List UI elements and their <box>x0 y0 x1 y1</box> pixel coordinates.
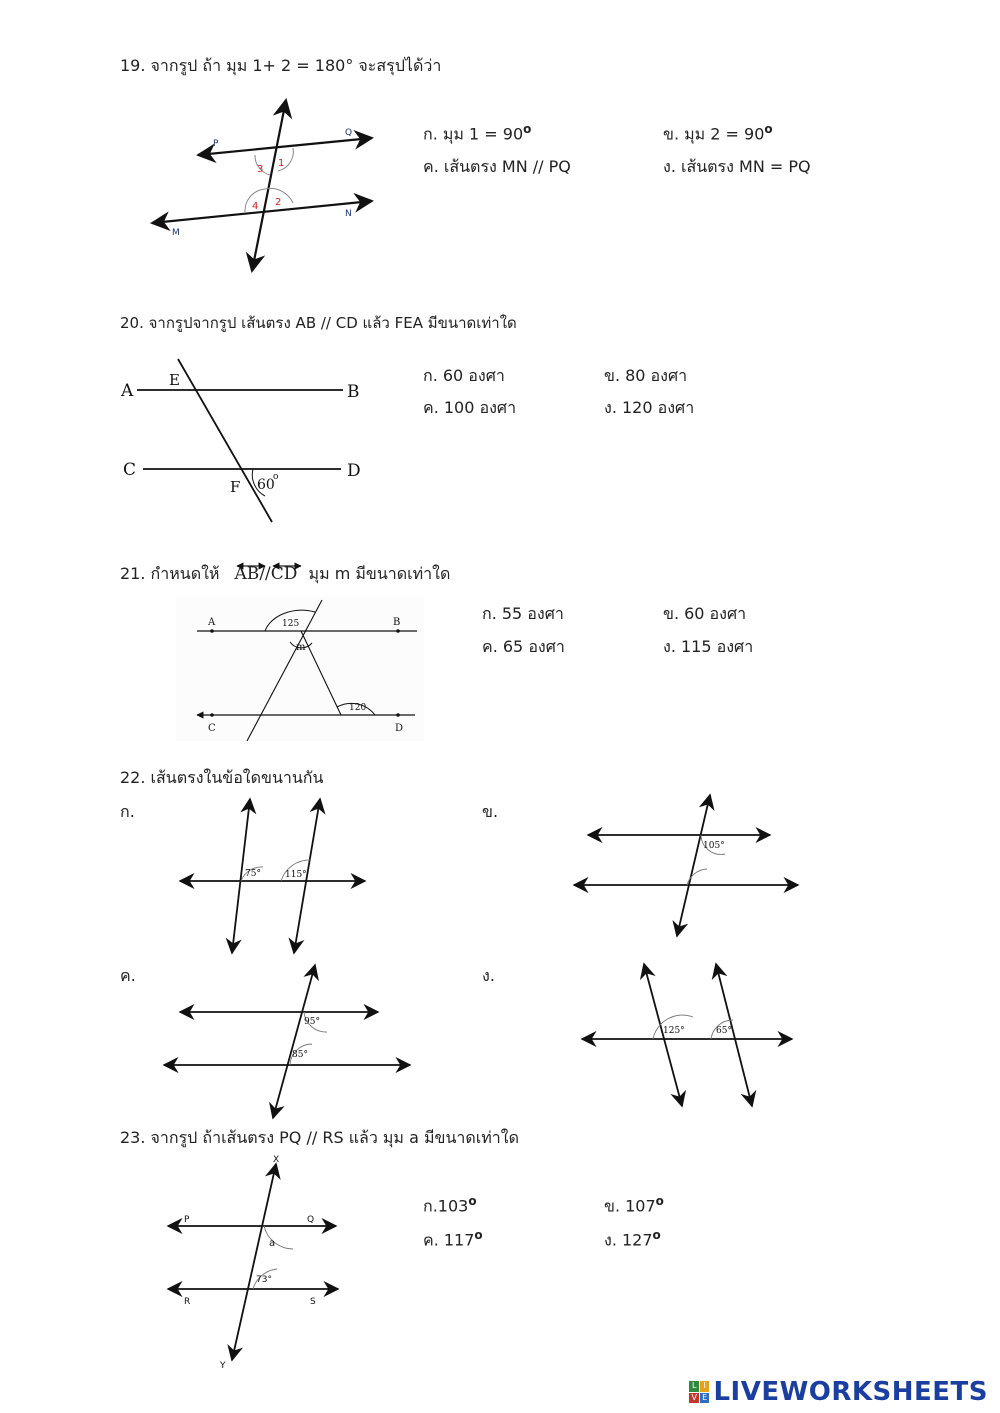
q22-figure-a[interactable] <box>175 795 370 960</box>
q20-option-c[interactable]: ค. 100 องศา <box>423 398 517 417</box>
q21-option-d[interactable]: ง. 115 องศา <box>663 637 754 656</box>
q19-option-b[interactable] <box>663 122 773 147</box>
q23-option-d-text: ง. 127 <box>604 1230 653 1250</box>
liveworksheets-logo-icon <box>689 1381 709 1403</box>
q20-figure <box>115 352 375 527</box>
q23-option-b[interactable] <box>604 1194 664 1219</box>
question-23-text: 23. จากรูป ถ้าเส้นตรง PQ // RS แล้ว มุม a มีขนาดเท่าใด <box>120 1128 519 1147</box>
q19-angle-4: 4 <box>252 201 259 212</box>
question-20-text: 20. จากรูปจากรูป เส้นตรง AB // CD แล้ว FEA มีขนาดเท่าใด <box>120 314 517 332</box>
q22c-angle-85: 85° <box>292 1050 308 1060</box>
q19-label-q: Q <box>345 128 353 138</box>
q21-label-d: D <box>395 723 404 734</box>
q21-ray-ab <box>235 564 260 584</box>
q22-option-b-label[interactable]: ข. <box>482 802 499 821</box>
logo-letter-l: L <box>689 1381 699 1392</box>
q23-label-y: Y <box>220 1361 226 1371</box>
q22a-angle-115: 115° <box>285 870 307 880</box>
q21-ray-cd <box>271 564 298 584</box>
q23-option-c[interactable] <box>423 1228 483 1253</box>
liveworksheets-brand: LIVEWORKSHEETS <box>713 1377 988 1407</box>
q19-label-m: M <box>172 228 180 238</box>
q19-transversal <box>252 100 286 271</box>
logo-letter-v: V <box>689 1393 699 1404</box>
q21-label-a: A <box>208 617 216 628</box>
q23-label-p: P <box>184 1215 190 1225</box>
q23-label-r: R <box>184 1297 191 1307</box>
logo-letter-e: E <box>700 1393 710 1404</box>
q20-label-b: B <box>347 382 360 402</box>
question-22-text: 22. เส้นตรงในข้อใดขนานกัน <box>120 768 324 787</box>
q22-option-c-label[interactable]: ค. <box>120 966 136 985</box>
question-21-text <box>120 562 450 592</box>
q19-angle-2: 2 <box>275 197 282 208</box>
q19-option-c[interactable]: ค. เส้นตรง MN // PQ <box>423 157 571 176</box>
q21-angle-120: 120 <box>349 703 367 713</box>
q19-option-b-degree: o <box>764 122 773 136</box>
q23-option-b-degree: o <box>655 1194 664 1208</box>
q20-transversal <box>178 359 272 522</box>
q23-option-a[interactable] <box>423 1194 477 1219</box>
q23-figure <box>160 1152 350 1370</box>
q21-label-b: B <box>393 617 401 628</box>
q20-option-d[interactable]: ง. 120 องศา <box>604 398 695 417</box>
q23-option-c-text: ค. 117 <box>423 1230 475 1250</box>
q19-angle-3: 3 <box>257 164 264 175</box>
q22-option-d-label[interactable]: ง. <box>482 966 495 985</box>
q19-option-a-degree: o <box>523 122 532 136</box>
logo-letter-i: I <box>700 1381 710 1392</box>
q23-label-q: Q <box>307 1215 315 1225</box>
q21-option-a[interactable]: ก. 55 องศา <box>482 604 564 623</box>
q21-text-post: มุม m มีขนาดเท่าใด <box>308 564 451 583</box>
q19-angle-1: 1 <box>278 158 285 169</box>
q22b-angle-105: 105° <box>703 841 725 851</box>
q23-option-c-degree: o <box>474 1228 483 1242</box>
q23-angle-a: a <box>269 1238 276 1249</box>
q21-parallel-sign: // <box>259 564 271 584</box>
q23-angle-73: 73° <box>256 1275 272 1285</box>
liveworksheets-footer[interactable] <box>689 1377 988 1407</box>
q22c-angle-95: 95° <box>304 1017 320 1027</box>
question-19-text: 19. จากรูป ถ้า มุม 1+ 2 = 180° จะสรุปได้ว่า <box>120 56 442 75</box>
q22-option-a-label[interactable]: ก. <box>120 802 135 821</box>
q22-figure-c[interactable] <box>160 962 415 1122</box>
q20-label-c: C <box>123 460 137 480</box>
q23-option-a-degree: o <box>468 1194 477 1208</box>
q21-angle-m: m <box>296 642 306 653</box>
q20-label-a: A <box>121 381 134 401</box>
q23-transversal <box>232 1164 276 1360</box>
q20-option-a[interactable]: ก. 60 องศา <box>423 366 505 385</box>
q21-text-pre: 21. กำหนดให้ <box>120 564 220 583</box>
q23-option-d-degree: o <box>652 1228 661 1242</box>
q22d-angle-65: 65° <box>716 1026 732 1036</box>
q19-figure <box>140 95 390 275</box>
q21-ab-label: AB <box>234 564 260 584</box>
q20-option-b[interactable]: ข. 80 องศา <box>604 366 688 385</box>
q22d-angle-125: 125° <box>663 1026 685 1036</box>
q20-label-d: D <box>347 461 361 481</box>
q20-label-e: E <box>169 371 180 389</box>
q21-option-c[interactable]: ค. 65 องศา <box>482 637 565 656</box>
q19-option-b-text: ข. มุม 2 = 90 <box>663 124 765 144</box>
q21-angle-125: 125 <box>282 619 300 629</box>
q21-cd-label: CD <box>270 564 298 584</box>
q20-angle-degree: o <box>273 472 279 482</box>
q20-label-f: F <box>230 478 241 496</box>
q23-label-x: X <box>273 1155 280 1165</box>
q20-angle-60: 60 <box>257 477 275 493</box>
q22-figure-b[interactable] <box>570 792 802 940</box>
q19-option-d[interactable]: ง. เส้นตรง MN = PQ <box>663 157 811 176</box>
q19-label-p: P <box>213 139 219 149</box>
q23-option-d[interactable] <box>604 1228 661 1253</box>
q21-label-c: C <box>208 723 216 734</box>
q19-line-pq <box>198 138 372 155</box>
q19-label-n: N <box>345 209 352 219</box>
q22a-angle-75: 75° <box>245 869 261 879</box>
q23-label-s: S <box>310 1297 316 1307</box>
q21-figure <box>175 596 425 741</box>
q23-option-a-text: ก.103 <box>423 1196 469 1216</box>
q19-option-a[interactable] <box>423 122 531 147</box>
q23-option-b-text: ข. 107 <box>604 1196 656 1216</box>
q21-option-b[interactable]: ข. 60 องศา <box>663 604 747 623</box>
q19-option-a-text: ก. มุม 1 = 90 <box>423 124 524 144</box>
q22-figure-d[interactable] <box>578 960 796 1108</box>
